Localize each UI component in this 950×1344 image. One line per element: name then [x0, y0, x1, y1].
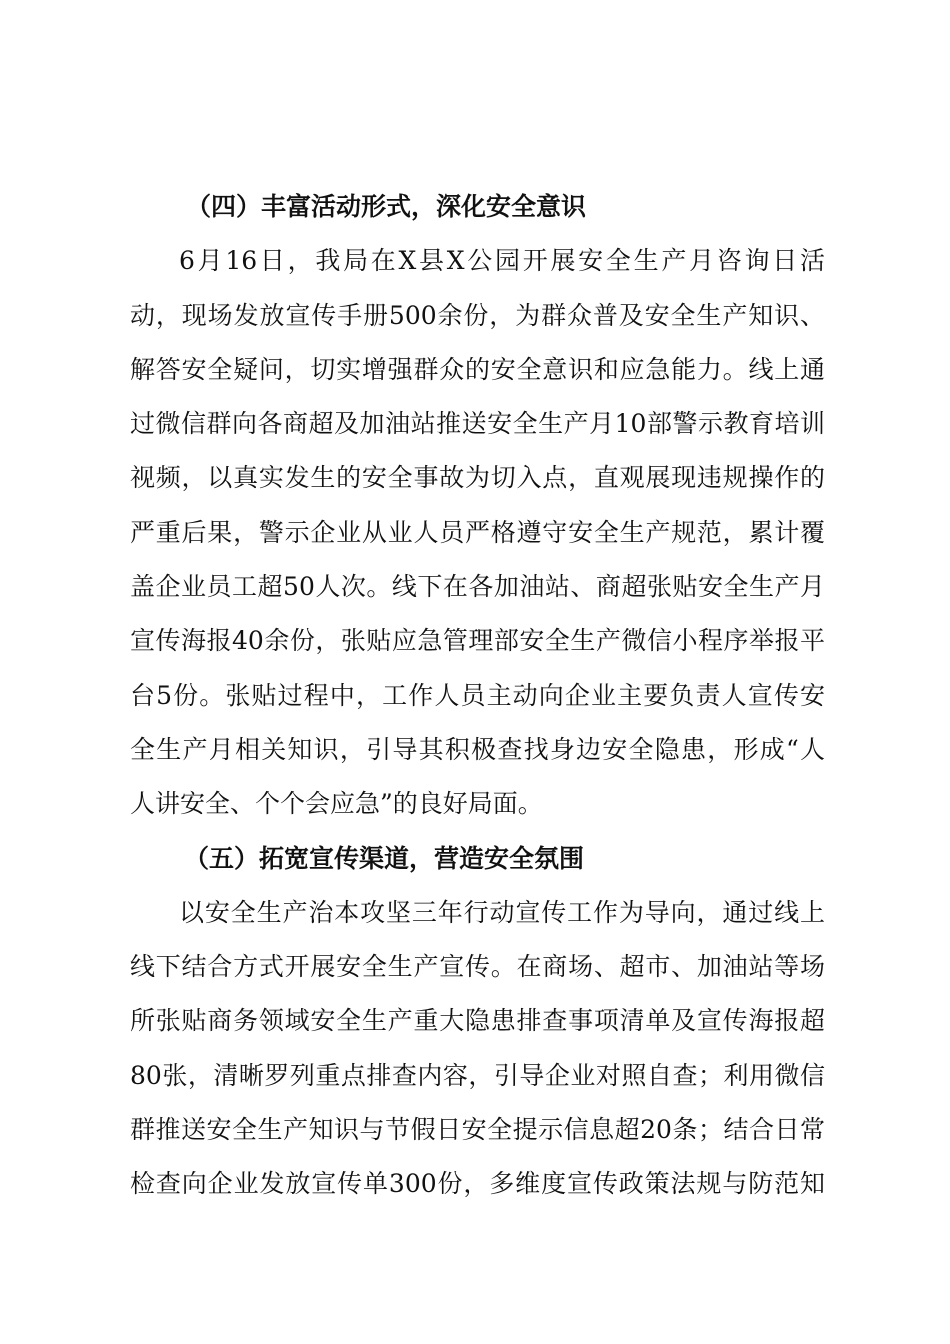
- section-heading-4: （四）丰富活动形式，深化安全意识: [186, 192, 587, 221]
- paragraph-line: 宣传海报40余份，张贴应急管理部安全生产微信小程序举报平: [130, 626, 825, 656]
- paragraph-line: 全生产月相关知识，引导其积极查找身边安全隐患，形成“人: [130, 734, 825, 764]
- paragraph-line: 线下结合方式开展安全生产宣传。在商场、超市、加油站等场: [130, 952, 825, 982]
- paragraph-line: 80张，清晰罗列重点排查内容，引导企业对照自查；利用微信: [130, 1060, 825, 1090]
- section-heading-5: （五）拓宽宣传渠道，营造安全氛围: [184, 843, 585, 873]
- paragraph-line: 动，现场发放宣传手册500余份，为群众普及安全生产知识、: [130, 300, 825, 330]
- paragraph-line: 过微信群向各商超及加油站推送安全生产月10部警示教育培训: [130, 409, 825, 439]
- paragraph-line: 台5份。张贴过程中，工作人员主动向企业主要负责人宣传安: [130, 680, 825, 710]
- paragraph-line: 所张贴商务领域安全生产重大隐患排查事项清单及宣传海报超: [130, 1006, 825, 1036]
- paragraph-line: 检查向企业发放宣传单300份，多维度宣传政策法规与防范知: [130, 1169, 825, 1199]
- paragraph-line: 视频，以真实发生的安全事故为切入点，直观展现违规操作的: [130, 463, 825, 493]
- paragraph-line: 6月16日，我局在X县X公园开展安全生产月咨询日活: [179, 246, 825, 276]
- paragraph-line: 盖企业员工超50人次。线下在各加油站、商超张贴安全生产月: [130, 572, 825, 602]
- paragraph-line: 群推送安全生产知识与节假日安全提示信息超20条；结合日常: [130, 1115, 825, 1145]
- paragraph-line: 以安全生产治本攻坚三年行动宣传工作为导向，通过线上: [179, 897, 825, 927]
- paragraph-line: 严重后果，警示企业从业人员严格遵守安全生产规范，累计覆: [130, 517, 825, 547]
- paragraph-line: 人讲安全、个个会应急”的良好局面。: [130, 789, 543, 819]
- document-body: [130, 180, 825, 1212]
- paragraph-line: 解答安全疑问，切实增强群众的安全意识和应急能力。线上通: [130, 354, 825, 384]
